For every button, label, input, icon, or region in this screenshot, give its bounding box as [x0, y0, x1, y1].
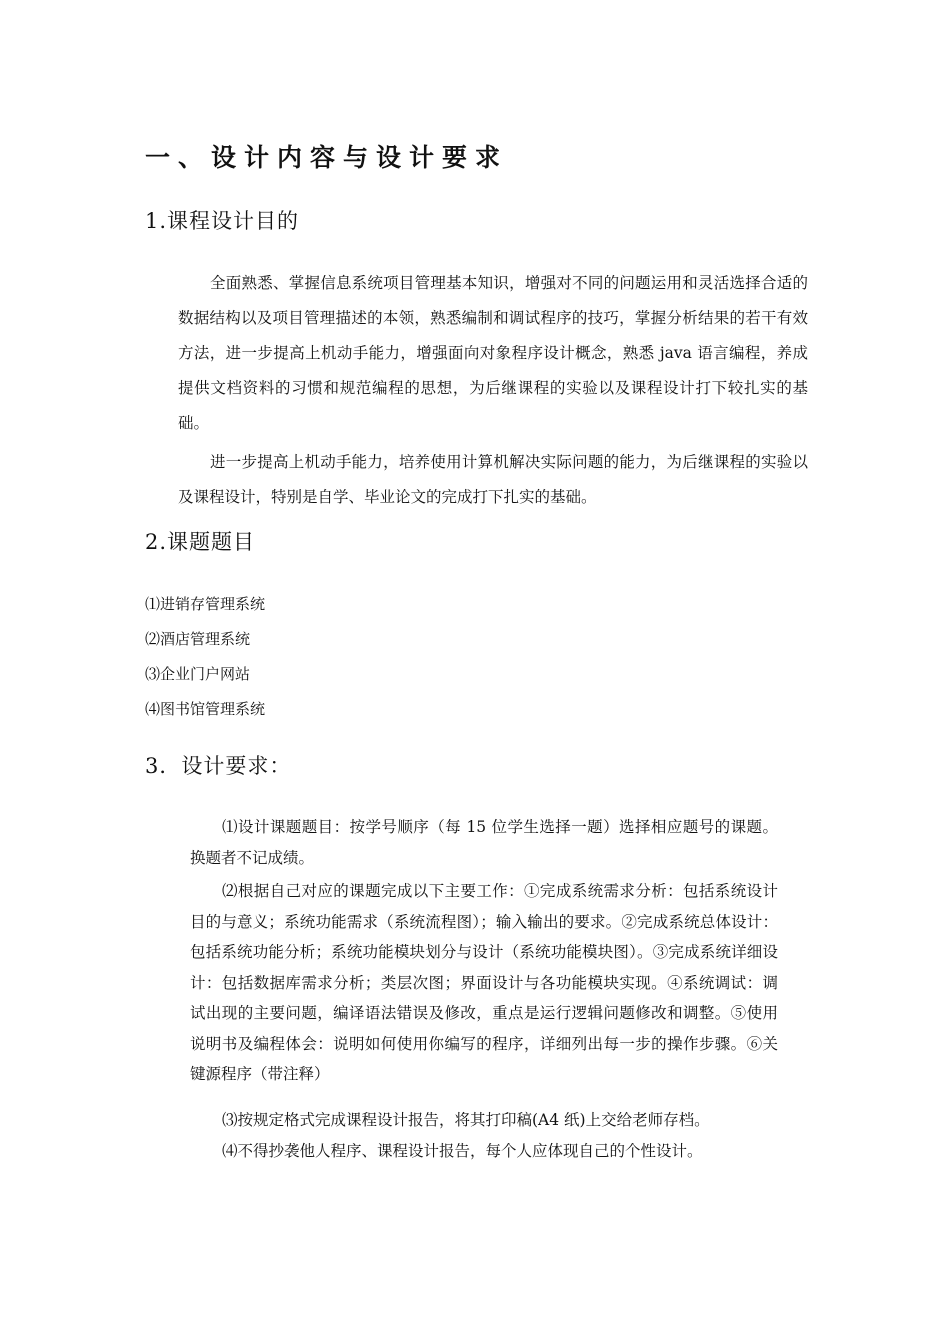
section3-heading: 3．设计要求：	[145, 754, 292, 778]
section1-heading: 1.课程设计目的	[145, 209, 300, 233]
list-item: ⑷图书馆管理系统	[145, 700, 266, 718]
topic-list	[145, 587, 265, 727]
list-item: ⑵酒店管理系统	[145, 630, 251, 648]
list-item: ⑴进销存管理系统	[145, 595, 266, 613]
requirement-4: ⑷不得抄袭他人程序、课程设计报告，每个人应体现自己的个性设计。	[222, 1142, 703, 1160]
requirement-2: ⑵根据自己对应的课题完成以下主要工作：①完成系统需求分析：包括系统设计目的与意义；系统功能需求（系统流程图）；输入输出的要求。②完成系统总体设计：包括系统功能分析；系统功能模块划分与设计（系统功能模块图）。③完成系统详细设计：包括数据库需求分析；类层次图；界面设计与各功能模块实现。④系统调试：调试出现的主要问题，编译语法错误及修改，重点是运行逻辑问题修改和调整。⑤使用说明书及编程体会：说明如何使用你编写的程序，详细列出每一步的操作步骤。⑥关键源程序（带注释）	[190, 882, 778, 1083]
main-title: 一、设计内容与设计要求	[145, 143, 509, 172]
list-item: ⑶企业门户网站	[145, 665, 251, 683]
requirement-1: ⑴设计课题题目：按学号顺序（每 15 位学生选择一题）选择相应题号的课题。换题者不记成绩。	[190, 818, 778, 867]
section1-paragraph-1: 全面熟悉、掌握信息系统项目管理基本知识，增强对不同的问题运用和灵活选择合适的数据结构以及项目管理描述的本领，熟悉编制和调试程序的技巧，掌握分析结果的若干有效方法，进一步提高上机动手能力，增强面向对象程序设计概念，熟悉 java 语言编程，养成提供文档资料的习惯和规范编程的思想，为后继课程的实验以及课程设计打下较扎实的基础。	[178, 274, 808, 432]
section2-heading: 2.课题题目	[145, 530, 256, 554]
section1-paragraph-2: 进一步提高上机动手能力，培养使用计算机解决实际问题的能力，为后继课程的实验以及课程设计，特别是自学、毕业论文的完成打下扎实的基础。	[178, 453, 808, 506]
requirement-3: ⑶按规定格式完成课程设计报告，将其打印稿(A4 纸)上交给老师存档。	[222, 1111, 710, 1129]
